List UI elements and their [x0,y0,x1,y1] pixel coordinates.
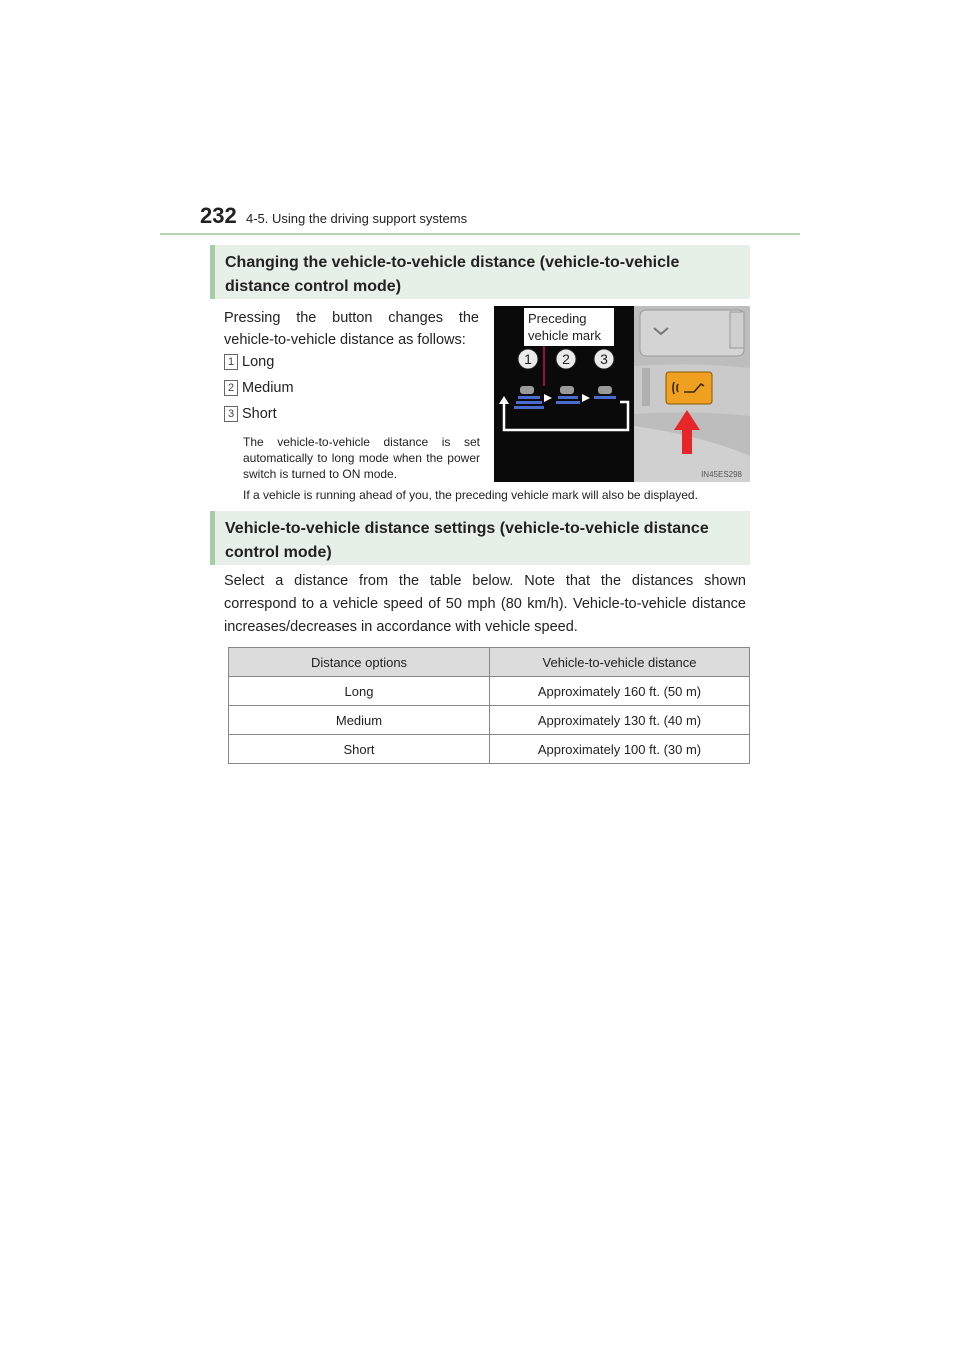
distance-table [228,647,750,764]
header-rule [160,233,800,235]
arrow-right-icon [582,394,590,402]
running-head: 4-5. Using the driving support systems [246,211,468,226]
side-switch [730,312,744,348]
table-row [229,706,750,735]
distance-indicator-long [514,386,544,409]
figure-code: IN45ES298 [701,470,742,479]
switch-ridge [642,368,650,406]
table-cell: Long [229,677,490,706]
arrow-right-icon [544,394,552,402]
callout-line-1: Preceding [528,311,587,326]
step-number: 3 [224,406,238,422]
table-row [229,677,750,706]
number-circle-label: 1 [524,351,532,367]
distance-indicator-short [594,386,616,399]
step-label: Short [242,406,277,422]
step-label: Long [242,354,275,370]
note-preceding-vehicle: If a vehicle is running ahead of you, the preceding vehicle mark will also be displayed. [243,488,698,502]
arrow-up-icon [499,396,509,404]
step-long [224,352,274,372]
step-label: Medium [242,380,294,396]
number-circle-label: 3 [600,351,608,367]
step-short [224,404,277,424]
step-medium [224,378,294,398]
table-row [229,735,750,764]
distance-button-illustration [494,306,750,482]
table-cell: Approximately 130 ft. (40 m) [490,706,750,735]
illustration-svg [494,306,750,482]
table-cell: Short [229,735,490,764]
table-cell: Approximately 160 ft. (50 m) [490,677,750,706]
page-number: 232 [200,203,237,228]
table-header-row [229,648,750,677]
table-header: Distance options [229,648,490,677]
table-cell: Approximately 100 ft. (30 m) [490,735,750,764]
step-number: 1 [224,354,238,370]
number-circles [518,349,614,369]
upper-switch [640,310,744,356]
step-number: 2 [224,380,238,396]
distance-indicator-medium [556,386,580,404]
intro-paragraph: Pressing the button changes the vehicle-to-vehicle distance as follows: [224,310,479,348]
section-heading-distance-settings: Vehicle-to-vehicle distance settings (vehicle-to-vehicle distance control mode) [210,511,750,565]
number-circle-label: 2 [562,351,570,367]
callout-line-2: vehicle mark [528,328,601,343]
table-header: Vehicle-to-vehicle distance [490,648,750,677]
table-cell: Medium [229,706,490,735]
section-heading-changing-distance: Changing the vehicle-to-vehicle distance (vehicle-to-vehicle distance control mode) [210,245,750,299]
note-auto-long: The vehicle-to-vehicle distance is set automatically to long mode when the power switch is turned to ON mode. [243,435,480,481]
settings-paragraph: Select a distance from the table below. Note that the distances shown correspond to a vehicle speed of 50 mph (80 km/h). Vehicle-to-vehicle distance increases/decreases in accordance with vehicle speed. [224,573,746,635]
